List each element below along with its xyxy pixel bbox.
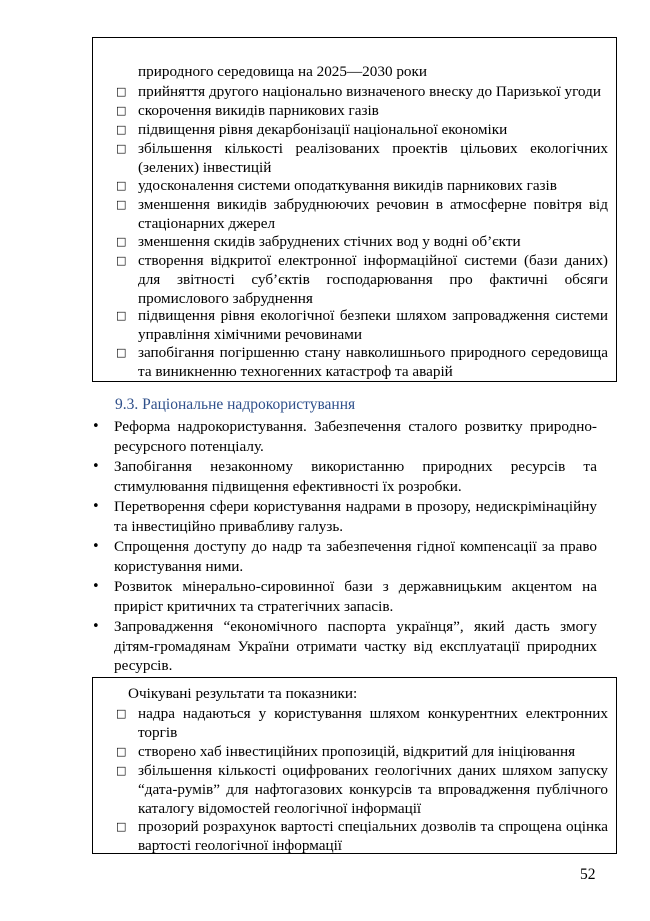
checklist-item-line: для звітності суб’єктів господарювання про фактичні обсяги [138, 270, 608, 288]
checklist-item-line: створено хаб інвестиційних пропозицій, відкритий для ініціювання [138, 743, 576, 760]
bullet-icon: • [92, 459, 100, 474]
checklist-item-line: торгів [138, 723, 178, 741]
checklist-item-line: зменшення скидів забруднених стічних вод у водні об’єкти [138, 233, 521, 250]
checklist-item-line: зменшення викидів забруднюючих речовин в атмосферне повітря від [138, 196, 608, 213]
checkbox-icon: □ [116, 179, 127, 192]
results-heading: Очікувані результати та показники: [128, 685, 358, 702]
checklist-item-line: та виникненню техногенних катастроф та аварій [138, 362, 453, 380]
bullet-item-line: та інвестиційно привабливу галузь. [114, 517, 344, 535]
checklist-item-line: надра надаються у користування шляхом конкурентних електронних [138, 705, 608, 722]
checklist-item-line: промислового забруднення [138, 289, 313, 307]
checkbox-icon: □ [116, 745, 127, 758]
checklist-item-line: підвищення рівня декарбонізації національної економіки [138, 121, 508, 138]
continuation-line: природного середовища на 2025―2030 роки [138, 63, 428, 80]
checkbox-icon: □ [116, 254, 127, 267]
checkbox-icon: □ [116, 346, 127, 359]
bullet-item-line: ресурсного потенціалу. [114, 437, 264, 455]
checkbox-icon: □ [116, 764, 127, 777]
checklist-item-line: вартості геологічної інформації [138, 836, 343, 854]
checkbox-icon: □ [116, 820, 127, 833]
bullet-icon: • [92, 499, 100, 514]
bullet-item-line: Спрощення доступу до надр та забезпечення гідної компенсації за право [114, 538, 597, 555]
bullet-item-line: приріст критичних та стратегічних запасів. [114, 597, 394, 615]
checklist-item-line: підвищення рівня екологічної безпеки шляхом запровадження системи [138, 307, 608, 324]
checklist-item-line: управління хімічними речовинами [138, 325, 363, 343]
checklist-item-line: “дата-румів” для нафтогазових конкурсів та впровадження публічного [138, 780, 608, 798]
checkbox-icon: □ [116, 142, 127, 155]
bullet-item-line: користування ними. [114, 557, 244, 575]
bullet-icon: • [92, 619, 100, 634]
checkbox-icon: □ [116, 707, 127, 720]
bullet-item-line: Запобігання незаконному використанню природних ресурсів та [114, 458, 597, 475]
bullet-item-line: Реформа надрокористування. Забезпечення сталого розвитку природно- [114, 418, 597, 435]
checklist-item-line: удосконалення системи оподаткування викидів парникових газів [138, 177, 557, 194]
checkbox-icon: □ [116, 123, 127, 136]
checklist-item-line: каталогу відомостей геологічної інформації [138, 799, 422, 817]
checkbox-icon: □ [116, 104, 127, 117]
bullet-icon: • [92, 419, 100, 434]
bullet-item-line: стимулювання підвищення ефективності їх розробки. [114, 477, 462, 495]
checklist-item-line: прийняття другого національно визначеного внеску до Паризької угоди [138, 83, 601, 100]
bullet-icon: • [92, 539, 100, 554]
bullet-icon: • [92, 579, 100, 594]
bullet-item-line: Перетворення сфери користування надрами в прозору, недискрімінаційну [114, 498, 597, 515]
section-title: 9.3. Раціональне надрокористування [115, 396, 356, 413]
bullet-item-line: Запровадження “економічного паспорта українця”, який дасть змогу [114, 618, 597, 635]
checklist-item-line: запобігання погіршенню стану навколишнього природного середовища [138, 344, 608, 361]
bullet-item-line: дітям-громадянам України отримати частку від експлуатації природних [114, 637, 597, 655]
checkbox-icon: □ [116, 235, 127, 248]
checklist-item-line: збільшення кількості реалізованих проектів цільових екологічних [138, 140, 608, 157]
checklist-item-line: збільшення кількості оцифрованих геологічних даних шляхом запуску [138, 762, 608, 779]
checklist-item-line: стаціонарних джерел [138, 214, 276, 232]
checklist-item-line: (зелених) інвестицій [138, 158, 272, 176]
checklist-item-line: прозорий розрахунок вартості спеціальних дозволів та спрощена оцінка [138, 818, 608, 835]
checklist-item-line: скорочення викидів парникових газів [138, 102, 379, 119]
page-number: 52 [580, 866, 596, 883]
bullet-item-line: ресурсів. [114, 657, 173, 675]
checkbox-icon: □ [116, 85, 127, 98]
bullet-item-line: Розвиток мінерально-сировинної бази з державницьким акцентом на [114, 578, 597, 595]
checklist-item-line: створення відкритої електронної інформаційної системи (бази даних) [138, 252, 608, 269]
checkbox-icon: □ [116, 309, 127, 322]
checkbox-icon: □ [116, 198, 127, 211]
